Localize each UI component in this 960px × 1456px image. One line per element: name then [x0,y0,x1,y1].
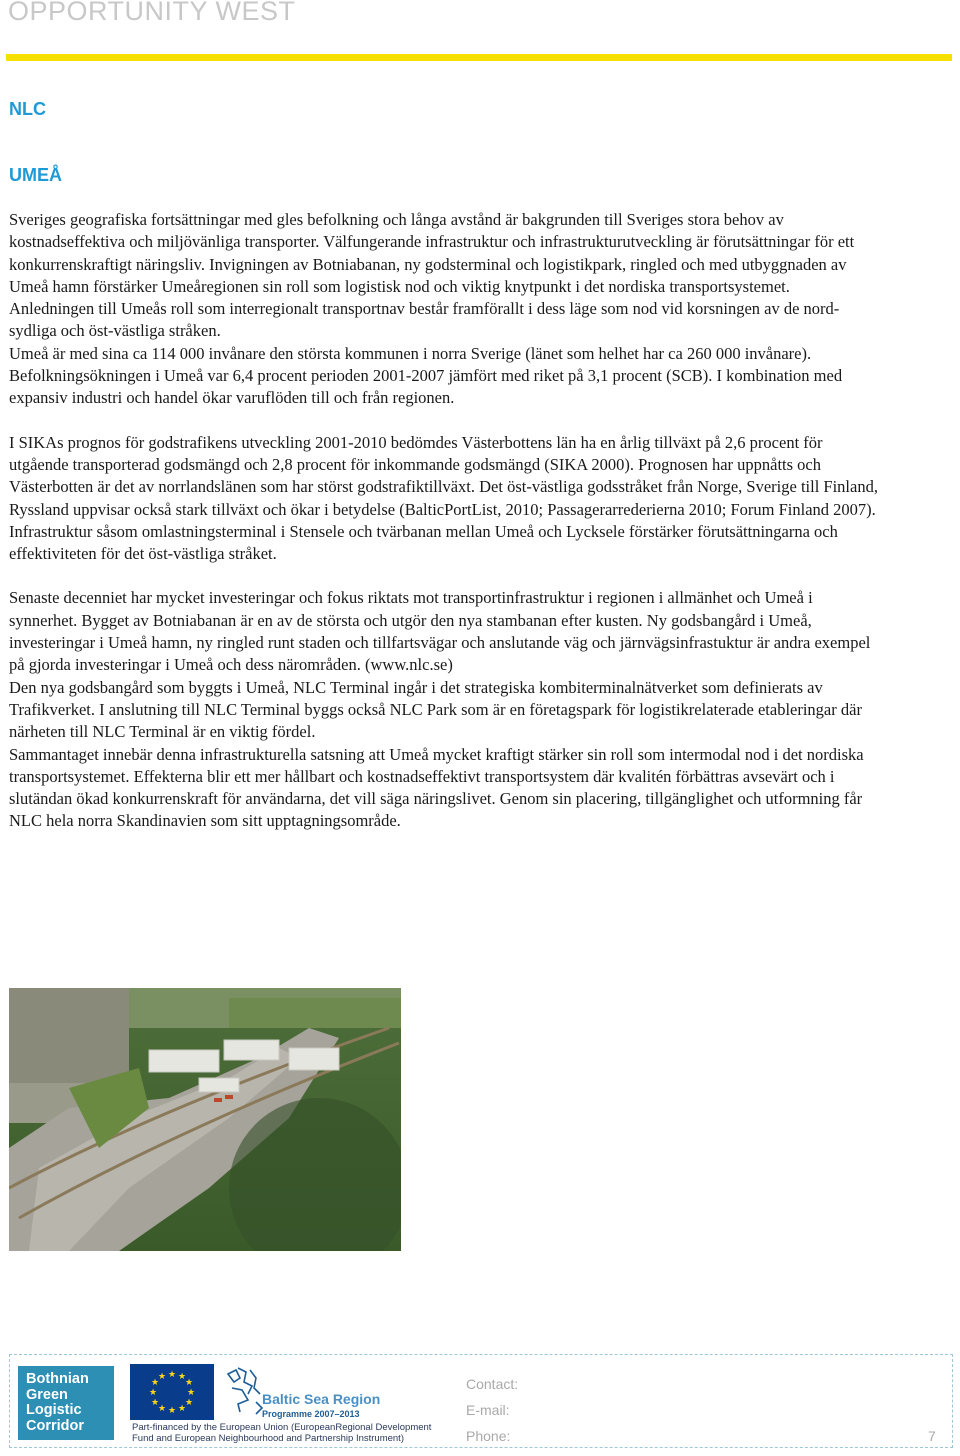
svg-text:★: ★ [186,1388,196,1398]
bglc-logo [18,1366,114,1440]
paragraph-nlc-terminal: Den nya godsbangård som byggts i Umeå, NLC Terminal ingår i det strategiska kombiterminalnätverket som definierats av Trafikverket. I anslutning till NLC Terminal byggs också NLC Park som är en företagspark för logistikrelaterade etableringar där närheten till NLC Terminal är en viktig fördel. [9,677,862,742]
svg-text:★: ★ [177,1372,187,1382]
terminal-aerial-photo [9,988,401,1251]
bglc-logo-line-3: Logistic [26,1402,82,1418]
document-title: OPPORTUNITY WEST [8,0,296,26]
svg-text:★: ★ [148,1388,158,1398]
email-label: E-mail: [466,1402,510,1418]
page-number: 7 [928,1428,936,1444]
eu-flag-icon [130,1364,214,1420]
svg-text:★: ★ [150,1398,160,1408]
paragraph-summary: Sammantaget innebär denna infrastrukturella satsning att Umeå mycket kraftigt stärker sin roll som intermodal nod i det nordiska transportsystemet. Effekterna blir ett mer hållbart och kostnadseffektivt transportsystem där kvalitén förbättras avsevärt och i slutändan ökad konkurrenskraft för användarna, det vill säga näringslivet. Genom sin placering, tillgänglighet och utformning får NLC hela norra Skandinavien som sitt upptagningsområde. [9,744,864,831]
header-rule [6,54,952,61]
svg-text:★: ★ [167,1370,177,1380]
bsr-programme: Programme 2007–2013 [262,1409,360,1419]
svg-text:★: ★ [184,1398,194,1408]
part-financed-note: Part-financed by the European Union (EuropeanRegional Development Fund and European Neighbourhood and Partnership Instrument) [132,1422,432,1444]
heading-umea: UMEÅ [9,165,62,185]
heading-nlc: NLC [9,99,46,119]
svg-text:★: ★ [157,1372,167,1382]
body-block-1 [9,209,879,833]
paragraph-sika-forecast: I SIKAs prognos för godstrafikens utveckling 2001-2010 bedömdes Västerbottens län ha en årlig tillväxt på 2,6 procent för utgående transporterad godsmängd och 2,8 procent för inkommande godsmängd (SIKA 2000). Prognosen har uppnåtts och Västerbotten är det av norrlandslänen som har störst godstrafiktillväxt. Det öst-västliga godsstråket från Norge, Sverige till Finland, Ryssland uppvisar också stark tillväxt och ökar i betydelse (BalticPortList, 2010; Passagerarrederierna 2010; Forum Finland 2007). Infrastruktur såsom omlastningsterminal i Stensele och tvärbanan mellan Umeå och Lycksele förstärker förutsättningarna och effektiviteten för det öst-västliga stråket. [9,432,878,564]
contact-label: Contact: [466,1376,519,1392]
bglc-logo-line-1: Bothnian [26,1371,89,1387]
paragraph-population: Umeå är med sina ca 114 000 invånare den största kommunen i norra Sverige (länet som helhet har ca 260 000 invånare). Befolkningsökningen i Umeå var 6,4 procent perioden 2001-2007 jämfört med riket på 3,1 procent (SCB). I kombination med expansiv industri och handel ökar varuflöden till och från regionen. [9,343,843,408]
paragraph-investments: Senaste decenniet har mycket investeringar och fokus riktats mot transportinfrastruktur i regionen i allmänhet och Umeå i synnerhet. Bygget av Botniabanan är en av de största och utgör den nya stambanan efter kusten. Ny godsbangård i Umeå, investeringar i Umeå hamn, ny ringled runt staden och tillfartsvägar och anslutande väg och järnvägsinfrastuktur är andra exempel på gjorda investeringar i Umeå och dess närområden. (www.nlc.se) [9,588,871,675]
bsr-title: Baltic Sea Region [262,1391,381,1407]
paragraph-transport-hub: Anledningen till Umeås roll som interregionalt transportnav består framförallt i dess läge som nod vid korsningen av de nord-sydliga och öst-västliga stråken. [9,299,840,341]
svg-text:★: ★ [157,1404,167,1414]
svg-text:★: ★ [150,1378,160,1388]
svg-text:★: ★ [167,1406,177,1416]
svg-text:★: ★ [184,1378,194,1388]
svg-text:★: ★ [177,1404,187,1414]
paragraph-infrastructure: Sveriges geografiska fortsättningar med gles befolkning och långa avstånd är bakgrunden till Sveriges stora behov av kostnadseffektiva och miljövänliga transporter. Välfungerande infrastruktur och infrastrukturutveckling är förutsättningar för ett konkurrenskraftigt näringsliv. Invigningen av Botniabanan, ny godsterminal och logistikpark, ringled och med utbyggnaden av Umeå hamn förstärker Umeåregionen sin roll som logistisk nod och viktig knytpunkt i det nordiska transportsystemet. [9,210,855,296]
bglc-logo-line-2: Green [26,1386,68,1403]
phone-label: Phone: [466,1428,511,1444]
bglc-logo-line-4: Corridor [26,1417,84,1434]
